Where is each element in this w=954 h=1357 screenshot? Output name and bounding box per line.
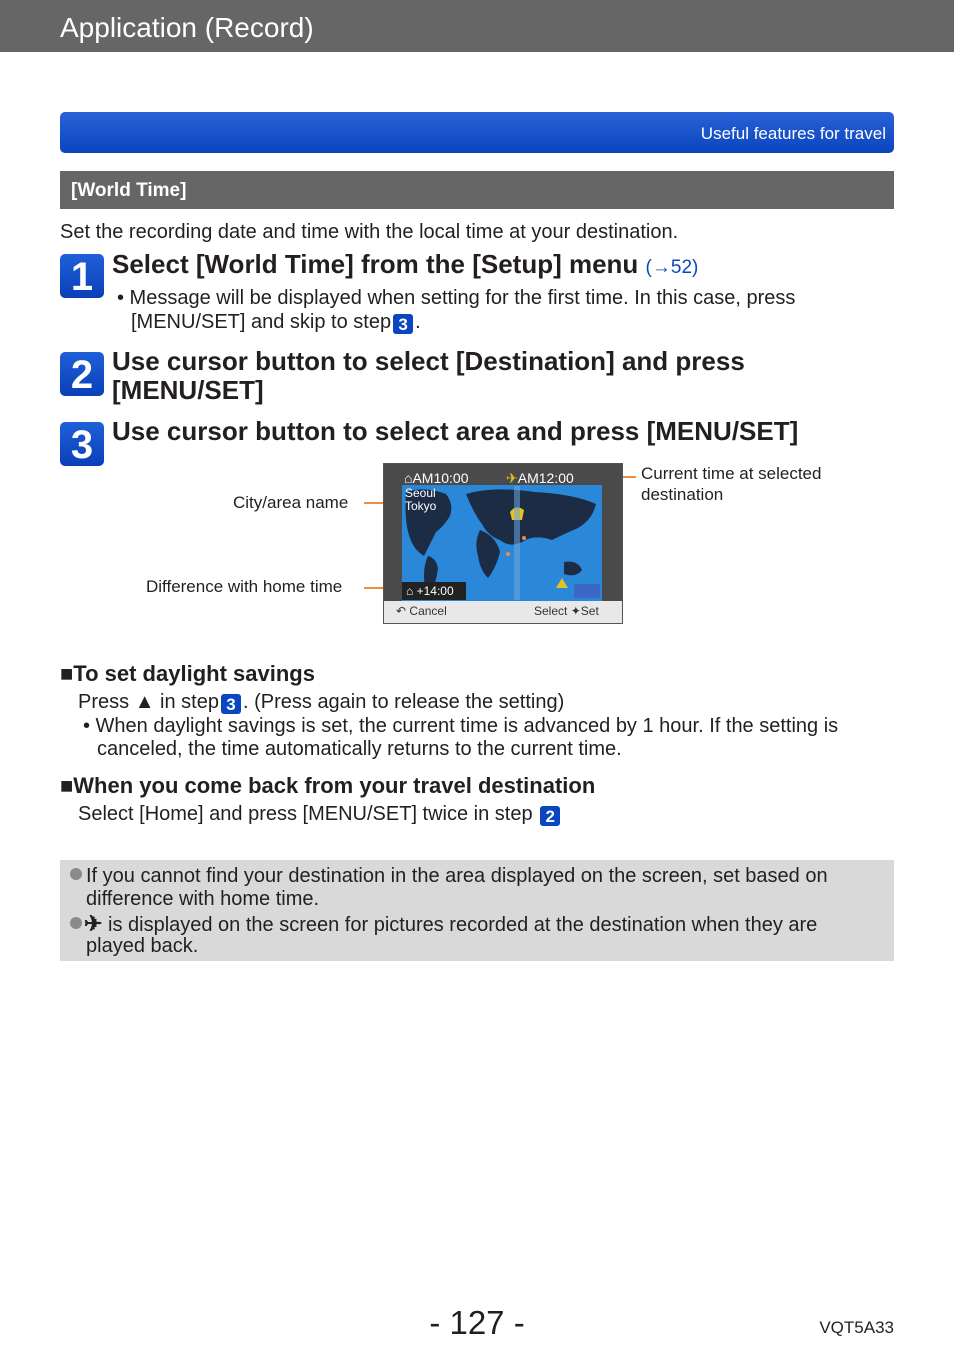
chapter-title: Application (Record) xyxy=(60,12,314,43)
back-arrow-icon: ↶ xyxy=(396,604,407,618)
page-number: - 127 - xyxy=(429,1304,525,1341)
step-3-badge: 3 xyxy=(60,422,104,466)
daylight-release-text: . (Press again to release the setting) xyxy=(242,691,565,713)
step-1-title: Select [World Time] from the [Setup] menu xyxy=(112,249,639,279)
daylight-press-text: Press xyxy=(78,691,130,713)
destination-time-value: AM12:00 xyxy=(517,470,574,486)
time-offset-display: ⌂ +14:00 xyxy=(406,584,454,598)
notes-box xyxy=(60,860,894,961)
top-header-bar xyxy=(0,0,954,52)
step-1-note-end: . xyxy=(415,311,421,333)
time-offset-value: +14:00 xyxy=(416,584,454,598)
note-bullet-icon xyxy=(70,868,82,880)
come-back-heading: ■When you come back from your travel destination xyxy=(60,773,596,798)
step-3-inline-badge: 3 xyxy=(221,694,241,714)
page-reference-link[interactable]: (→52) xyxy=(645,257,699,278)
step-2-inline-badge: 2 xyxy=(540,806,560,826)
cancel-hint xyxy=(396,604,447,618)
step-1-note-text: [MENU/SET] and skip to step xyxy=(131,311,392,333)
section-title: [World Time] xyxy=(71,180,187,201)
note-bullet-icon xyxy=(70,917,82,929)
airplane-icon: ✈ xyxy=(506,470,518,486)
daylight-bullet-line2: canceled, the time automatically returns to the current time. xyxy=(97,738,622,760)
section-header-bar xyxy=(60,171,894,209)
daylight-press-line xyxy=(78,691,564,715)
step-1-heading xyxy=(112,250,698,282)
step-1-note-line1: • Message will be displayed when setting for the first time. In this case, press xyxy=(117,287,796,309)
topic-banner-label[interactable]: Useful features for travel xyxy=(700,124,886,143)
come-back-text: Select [Home] and press [MENU/SET] twice in step xyxy=(78,803,533,825)
cursor-button-icon: ✦ xyxy=(570,604,581,618)
note-1-line2: difference with home time. xyxy=(86,888,320,910)
daylight-bullet-line1: • When daylight savings is set, the current time is advanced by 1 hour. If the setting is xyxy=(83,715,839,737)
step-1-note-line2 xyxy=(131,311,421,335)
step-2-title-line2: [MENU/SET] xyxy=(112,375,264,405)
note-2-line1-text: is displayed on the screen for pictures recorded at the destination when they are xyxy=(108,914,818,936)
up-arrow-icon: ▲ xyxy=(134,691,155,713)
callout-difference-home-time: Difference with home time xyxy=(146,577,343,596)
daylight-step-text: in step xyxy=(160,691,219,713)
home-time-display: ⌂AM10:00 xyxy=(404,470,469,486)
city-name-1: Seoul xyxy=(405,486,436,500)
topic-banner xyxy=(60,112,894,153)
step-3-title: Use cursor button to select area and press [MENU/SET] xyxy=(112,416,799,446)
airplane-icon: ✈ xyxy=(84,911,103,936)
destination-time-display xyxy=(506,470,574,487)
set-hint-label: Set xyxy=(580,604,599,618)
come-back-line xyxy=(78,803,562,827)
city-name-2: Tokyo xyxy=(405,499,437,513)
intro-text: Set the recording date and time with the local time at your destination. xyxy=(60,221,679,243)
note-2-line2: played back. xyxy=(86,935,199,957)
note-1-line1: If you cannot find your destination in the area displayed on the screen, set based on xyxy=(86,865,828,887)
camera-world-time-screen xyxy=(383,463,623,624)
select-hint-label: Select xyxy=(534,604,568,618)
step-2-badge: 2 xyxy=(60,352,104,396)
callout-city-area-name: City/area name xyxy=(233,493,349,512)
home-time-value: AM10:00 xyxy=(412,470,469,486)
note-2-line1 xyxy=(84,912,817,937)
daylight-savings-heading: ■To set daylight savings xyxy=(60,661,315,686)
step-2-title-line1: Use cursor button to select [Destination] and press xyxy=(112,346,745,376)
document-code: VQT5A33 xyxy=(819,1318,894,1337)
callout-current-time-line2: destination xyxy=(641,485,724,504)
step-3-inline-badge: 3 xyxy=(393,314,413,334)
cancel-hint-label: Cancel xyxy=(409,604,447,618)
callout-current-time-line1: Current time at selected xyxy=(641,464,822,483)
step-1-badge: 1 xyxy=(60,254,104,298)
select-hint xyxy=(534,604,599,618)
